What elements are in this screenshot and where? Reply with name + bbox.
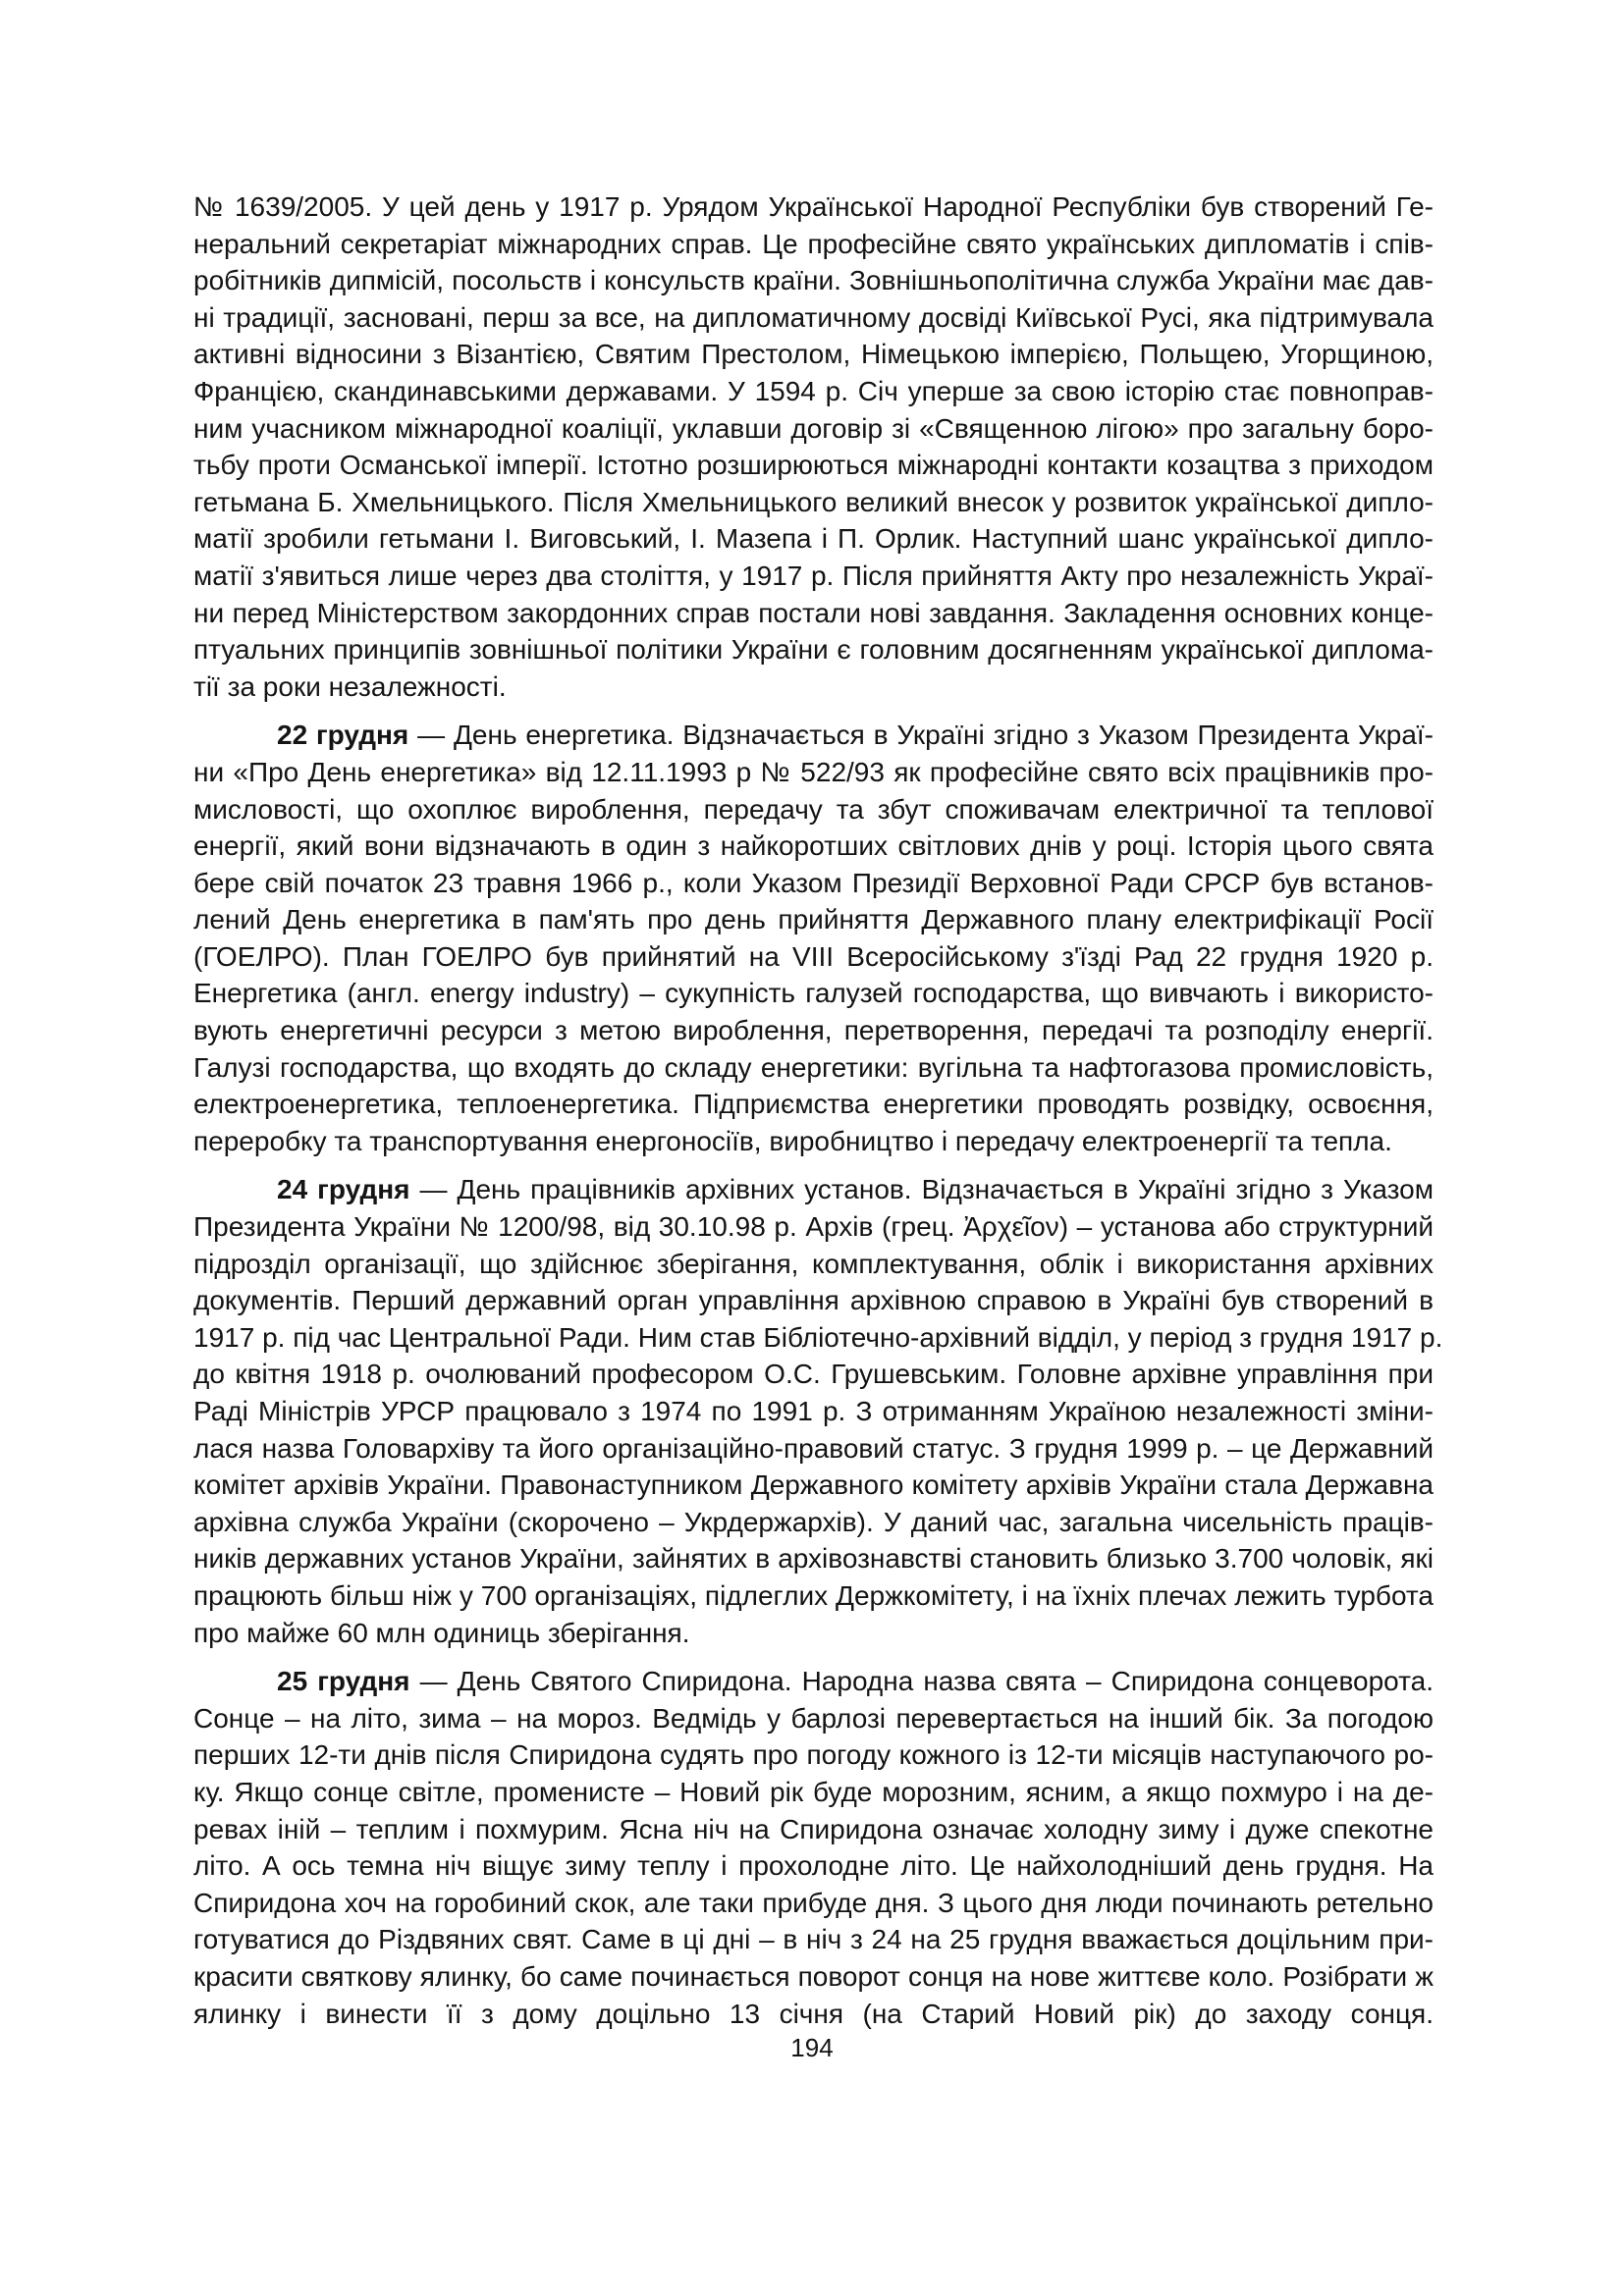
text-line-rest: — День енергетика. Відзначається в Україні згідно з Указом Президента Украї- — [408, 720, 1434, 751]
text-line: електроенергетика, теплоенергетика. Підприємства енергетики проводять розвідку, освоєння, — [193, 1089, 1434, 1120]
text-line: Раді Міністрів УРСР працювало з 1974 по 1991 р. З отриманням Україною незалежності зміни- — [193, 1396, 1434, 1426]
text-line: перших 12-ти днів після Спиридона судять про погоду кожного із 12-ти місяців наступаючого ро- — [193, 1739, 1434, 1771]
text-line-first — [193, 717, 1434, 754]
text-line: ку. Якщо сонце світле, променисте – Новий рік буде морозним, ясним, а якщо похмуро і на де- — [193, 1776, 1434, 1807]
text-line: мисловості, що охоплює вироблення, передачу та збут споживачам електричної та теплової — [193, 793, 1434, 825]
text-line: птуальних принципів зовнішньої політики України є головним досягненням української диплома- — [193, 634, 1434, 666]
date-term: 24 грудня — [277, 1174, 410, 1205]
page-number: 194 — [790, 2033, 834, 2062]
text-line: літо. А ось темна ніч віщує зиму теплу і прохолодне літо. Це найхолодніший день грудня. На — [193, 1850, 1434, 1882]
text-line: бере свій початок 23 травня 1966 р., коли Указом Президії Верховної Ради СРСР був встанов- — [193, 867, 1434, 898]
text-line: 1917 р. під час Центральної Ради. Ним став Бібліотечно-архівний відділ, у період з грудня 1917 р. — [193, 1321, 1443, 1353]
date-term: 25 грудня — [277, 1666, 410, 1697]
text-line: переробку та транспортування енергоносіїв, виробництво і передачу електроенергії та тепла. — [193, 1125, 1392, 1156]
text-line: енергії, який вони відзначають в один з найкоротших світлових днів у році. Історія цього свята — [193, 830, 1434, 862]
text-line: Спиридона хоч на горобиний скок, але таки прибуде дня. З цього дня люди починають ретельно — [193, 1887, 1434, 1918]
text-line: архівна служба України (скорочено – Укрдержархів). У даний час, загальна чисельність праців- — [193, 1506, 1434, 1537]
text-line: документів. Перший державний орган управління архівною справою в Україні був створений в — [193, 1285, 1434, 1316]
paragraph-spacer — [193, 1651, 1434, 1663]
text-line: лений День енергетика в пам'ять про день прийняття Державного плану електрифікації Росії — [193, 904, 1434, 935]
text-line: неральний секретаріат міжнародних справ. Це професійне свято українських дипломатів і спів- — [193, 228, 1434, 259]
text-line-rest: — День працівників архівних установ. Відзначається в Україні згідно з Указом — [409, 1174, 1434, 1205]
paragraph-dec25 — [193, 1663, 1434, 2032]
text-line: тьбу проти Османської імперії. Істотно розширюються міжнародні контакти козацтва з приходом — [193, 450, 1434, 481]
paragraph-intro — [193, 188, 1434, 705]
date-term: 22 грудня — [277, 720, 409, 751]
text-line: Президента України № 1200/98, від 30.10.98 р. Архів (грец. Ἀρχεῖον) – установа або структурний — [193, 1211, 1434, 1243]
text-line-rest: — День Святого Спиридона. Народна назва свята – Спиридона сонцеворота. — [409, 1666, 1435, 1697]
text-line: працюють більш ніж у 700 організаціях, підлеглих Держкомітету, і на їхніх плечах лежить турбота — [193, 1579, 1434, 1611]
text-line: ним учасником міжнародної коаліції, уклавши договір зі «Священною лігою» про загальну боро- — [193, 412, 1434, 444]
text-line: комітет архівів України. Правонаступником Державного комітету архівів України стала Державна — [193, 1469, 1434, 1501]
text-line: лася назва Головархіву та його організаційно-правовий статус. З грудня 1999 р. – це Державний — [193, 1432, 1434, 1464]
text-line: красити святкову ялинку, бо саме починається поворот сонця на нове життєве коло. Розібрати ж — [193, 1960, 1434, 1992]
paragraph-dec22 — [193, 717, 1434, 1159]
paragraph-dec24 — [193, 1171, 1443, 1651]
text-line-first — [193, 1171, 1434, 1208]
text-line: Енергетика (англ. energy industry) – сукупність галузей господарства, що вивчають і використо- — [193, 978, 1434, 1009]
text-line: ялинку і винести її з дому доцільно 13 січня (на Старий Новий рік) до заходу сонця. — [193, 1998, 1434, 2029]
text-line: ників державних установ України, зайнятих в архівознавстві становить близько 3.700 чоловік, які — [193, 1543, 1434, 1575]
text-line: ни «Про День енергетика» від 12.11.1993 р № 522/93 як професійне свято всіх працівників про- — [193, 756, 1434, 787]
text-line: № 1639/2005. У цей день у 1917 р. Урядом Української Народної Республіки був створений Ге- — [193, 191, 1434, 222]
paragraph-spacer — [193, 705, 1434, 717]
text-line: матії зробили гетьмани І. Виговський, І. Мазепа і П. Орлик. Наступний шанс української дипло- — [193, 523, 1434, 555]
text-line: робітників дипмісій, посольств і консульств країни. Зовнішньополітична служба України має дав- — [193, 265, 1434, 296]
text-line: ні традиції, засновані, перш за все, на дипломатичному досвіді Київської Русі, яка підтримувала — [193, 301, 1434, 333]
text-line: ни перед Міністерством закордонних справ постали нові завдання. Закладення основних конце- — [193, 597, 1434, 628]
text-line: (ГОЕЛРО). План ГОЕЛРО був прийнятий на VIII Всеросійському з'їзді Рад 22 грудня 1920 р. — [193, 940, 1434, 972]
text-line: активні відносини з Візантією, Святим Престолом, Німецькою імперією, Польщею, Угорщиною, — [193, 339, 1434, 370]
paragraph-spacer — [193, 1159, 1434, 1171]
text-line-first — [193, 1663, 1434, 1700]
text-line: гетьмана Б. Хмельницького. Після Хмельницького великий внесок у розвиток української дипло- — [193, 486, 1434, 517]
text-line: вують енергетичні ресурси з метою вироблення, перетворення, передачі та розподілу енергії. — [193, 1015, 1434, 1046]
document-page — [193, 188, 1443, 2032]
text-line: тії за роки незалежності. — [193, 670, 507, 702]
text-line: до квітня 1918 р. очолюваний професором О.С. Грушевським. Головне архівне управління при — [193, 1359, 1434, 1390]
text-line: підрозділ організації, що здійснює зберігання, комплектування, облік і використання архівних — [193, 1248, 1434, 1279]
text-line: про майже 60 млн одиниць зберігання. — [193, 1617, 690, 1648]
text-line: Сонце – на літо, зима – на мороз. Ведмідь у барлозі перевертається на інший бік. За погодою — [193, 1702, 1434, 1734]
text-line: ревах іній – теплим і похмурим. Ясна ніч на Спиридона означає холодну зиму і дуже спекотне — [193, 1813, 1434, 1844]
text-line: готуватися до Різдвяних свят. Саме в ці дні – в ніч з 24 на 25 грудня вважається доцільним при- — [193, 1924, 1434, 1955]
text-line: матії з'явиться лише через два століття, у 1917 р. Після прийняття Акту про незалежність Украї- — [193, 560, 1434, 591]
text-line: Галузі господарства, що входять до складу енергетики: вугільна та нафтогазова промисловість, — [193, 1051, 1434, 1083]
text-line: Францією, скандинавськими державами. У 1594 р. Січ уперше за свою історію стає повноправ- — [193, 375, 1434, 406]
